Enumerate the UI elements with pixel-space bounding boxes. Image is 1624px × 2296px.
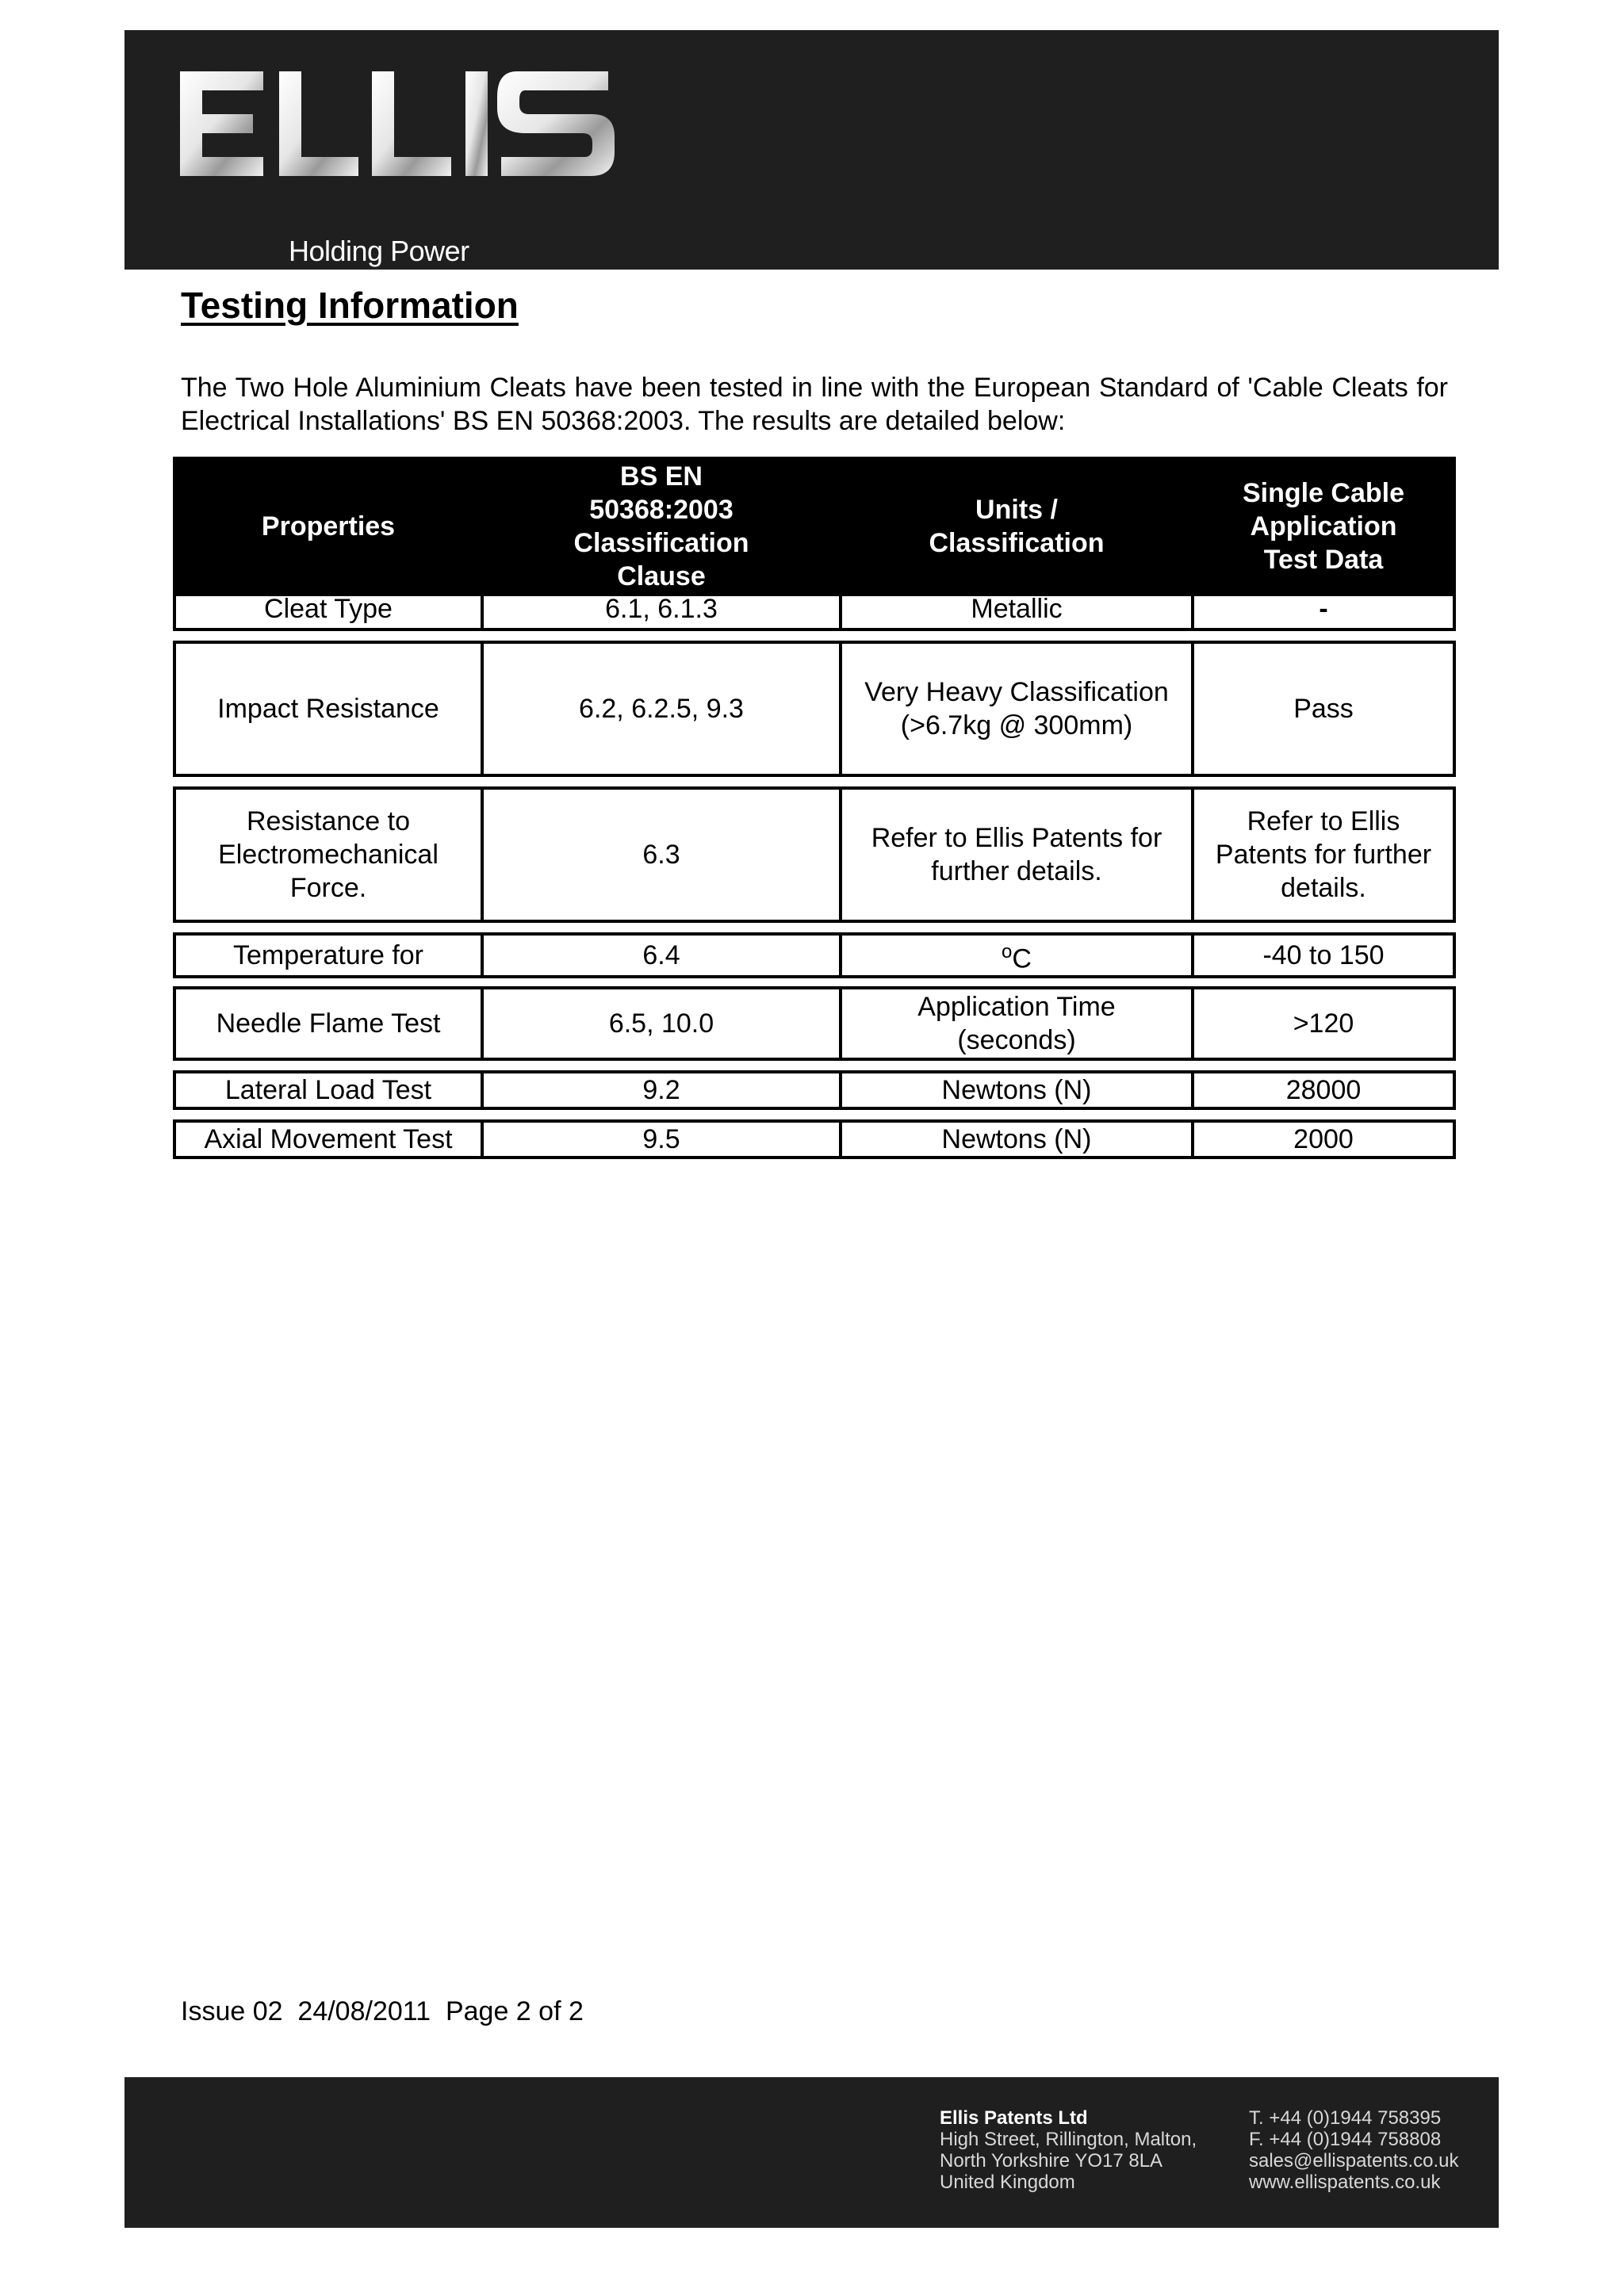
website-link[interactable]: www.ellispatents.co.uk xyxy=(1249,2172,1441,2193)
cell-units: Newtons (N) xyxy=(841,1072,1193,1108)
address-line: United Kingdom xyxy=(940,2172,1075,2193)
cell-data: Refer to Ellis Patents for further details. xyxy=(1193,788,1454,921)
cell-data: 28000 xyxy=(1193,1072,1454,1108)
cell-data: >120 xyxy=(1193,988,1454,1059)
cell-clause: 6.4 xyxy=(482,934,841,977)
address-line: High Street, Rillington, Malton, xyxy=(940,2129,1197,2150)
table-header xyxy=(173,457,1456,596)
cell-data: 2000 xyxy=(1193,1121,1454,1158)
header-banner xyxy=(124,30,1499,270)
fax-number: F. +44 (0)1944 758808 xyxy=(1249,2129,1442,2150)
header-clause: BS EN 50368:2003 Classification Clause xyxy=(482,458,841,595)
cell-data: - xyxy=(1193,588,1454,629)
cell-clause: 9.5 xyxy=(482,1121,841,1158)
cell-clause: 6.5, 10.0 xyxy=(482,988,841,1059)
cell-units: $^o$C xyxy=(841,934,1193,977)
table-row xyxy=(173,641,1456,777)
table-row xyxy=(173,786,1456,923)
company-contact xyxy=(1249,2107,1459,2193)
cell-clause: 6.2, 6.2.5, 9.3 xyxy=(482,642,841,775)
cell-units: Newtons (N) xyxy=(841,1121,1193,1158)
table-row xyxy=(173,986,1456,1061)
cell-data: Pass xyxy=(1193,642,1454,775)
cell-data: -40 to 150 xyxy=(1193,934,1454,977)
company-address xyxy=(940,2107,1197,2193)
intro-paragraph: The Two Hole Aluminium Cleats have been tested in line with the European Standard of 'Cable Cleats for Electrical Installations' BS EN 50368:2003. The results are detailed below: xyxy=(181,373,1448,436)
ellis-logo xyxy=(164,63,640,222)
cell-property: Temperature for xyxy=(174,934,482,977)
issue-line: Issue 02 24/08/2011 Page 2 of 2 xyxy=(181,1996,584,2026)
cell-property: Cleat Type xyxy=(174,588,482,629)
footer-banner xyxy=(124,2077,1499,2228)
cell-clause: 9.2 xyxy=(482,1072,841,1108)
cell-units: Application Time (seconds) xyxy=(841,988,1193,1059)
header-test-data: Single Cable Application Test Data xyxy=(1193,458,1454,595)
phone-number: T. +44 (0)1944 758395 xyxy=(1249,2107,1442,2129)
cell-units: Refer to Ellis Patents for further details. xyxy=(841,788,1193,921)
header-units: Units / Classification xyxy=(841,458,1193,595)
table-row xyxy=(173,932,1456,978)
email-link[interactable]: sales@ellispatents.co.uk xyxy=(1249,2150,1459,2172)
company-name: Ellis Patents Ltd xyxy=(940,2107,1088,2129)
degree-symbol: o xyxy=(1002,941,1013,962)
cell-property: Axial Movement Test xyxy=(174,1121,482,1158)
cell-clause: 6.1, 6.1.3 xyxy=(482,588,841,629)
tagline: Holding Power xyxy=(289,235,469,267)
cell-clause: 6.3 xyxy=(482,788,841,921)
address-line: North Yorkshire YO17 8LA xyxy=(940,2150,1163,2172)
table-row xyxy=(173,587,1456,631)
cell-property: Needle Flame Test xyxy=(174,988,482,1059)
page-title: Testing Information xyxy=(181,285,519,326)
cell-property: Impact Resistance xyxy=(174,642,482,775)
cell-units: Metallic xyxy=(841,588,1193,629)
header-properties: Properties xyxy=(174,458,482,595)
table-row xyxy=(173,1070,1456,1110)
table-row xyxy=(173,1119,1456,1159)
cell-property: Lateral Load Test xyxy=(174,1072,482,1108)
cell-units: Very Heavy Classification (>6.7kg @ 300mm) xyxy=(841,642,1193,775)
cell-property: Resistance to Electromechanical Force. xyxy=(174,788,482,921)
